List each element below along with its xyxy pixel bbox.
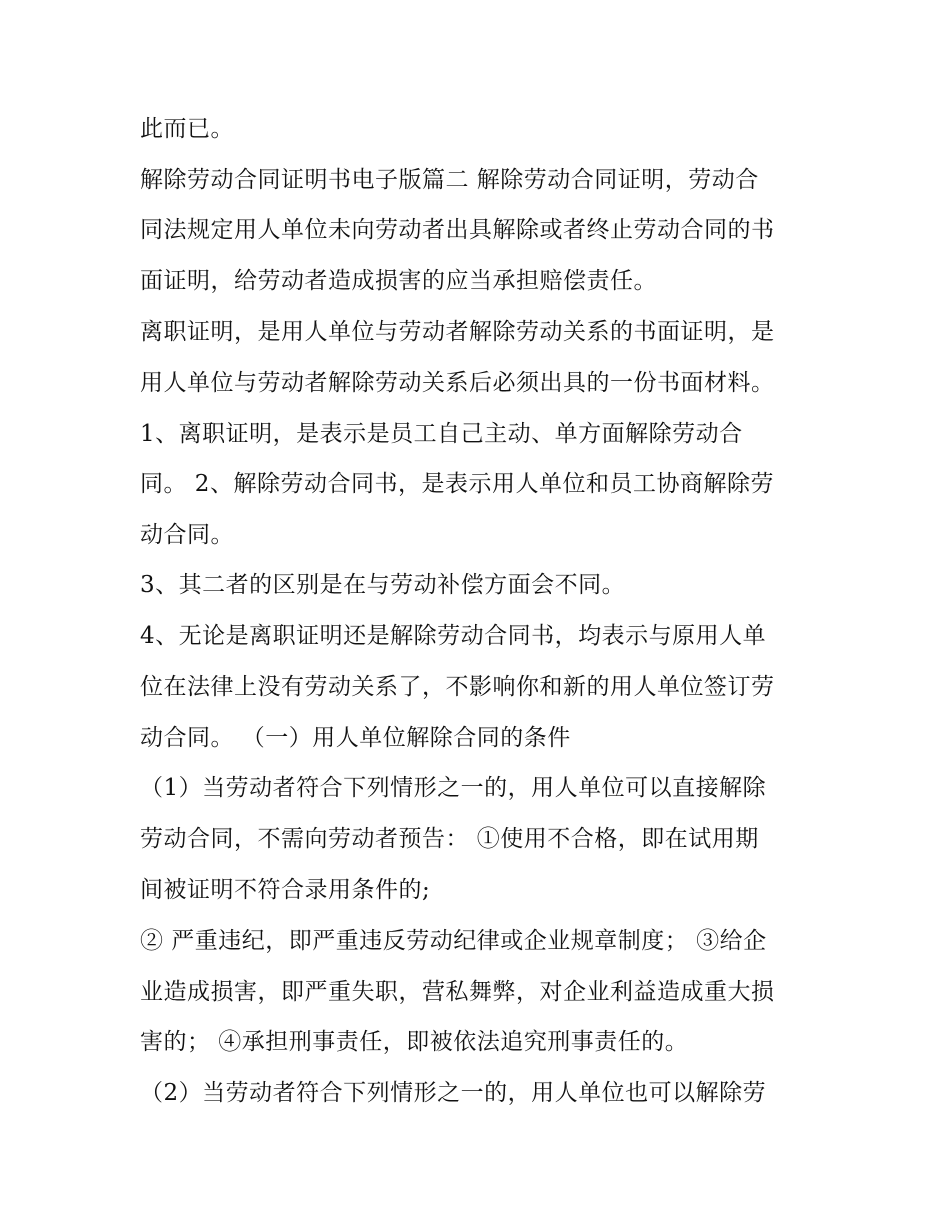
text-line: ② 严重违纪，即严重违反劳动纪律或企业规章制度； ③给企	[140, 928, 767, 954]
text-line: 间被证明不符合录用条件的;	[140, 877, 431, 903]
text-line: 离职证明，是用人单位与劳动者解除劳动关系的书面证明，是	[140, 319, 775, 345]
text-line: 1、离职证明，是表示是员工自己主动、单方面解除劳动合	[140, 421, 743, 447]
text-line: 面证明，给劳动者造成损害的应当承担赔偿责任。	[140, 268, 657, 294]
text-line: 动合同。	[140, 522, 234, 548]
text-line: 解除劳动合同证明书电子版篇二 解除劳动合同证明，劳动合	[140, 167, 759, 193]
text-line: （2）当劳动者符合下列情形之一的，用人单位也可以解除劳	[140, 1080, 767, 1106]
text-line: 此而已。	[140, 116, 234, 142]
text-line: 劳动合同，不需向劳动者预告： ①使用不合格，即在试用期	[140, 826, 759, 852]
text-line: 4、无论是离职证明还是解除劳动合同书，均表示与原用人单	[140, 623, 767, 649]
text-line: 业造成损害，即严重失职，营私舞弊，对企业利益造成重大损	[140, 979, 775, 1005]
text-line: 同法规定用人单位未向劳动者出具解除或者终止劳动合同的书	[140, 217, 775, 243]
text-line: 同。 2、解除劳动合同书，是表示用人单位和员工协商解除劳	[140, 471, 774, 497]
text-line: 位在法律上没有劳动关系了，不影响你和新的用人单位签订劳	[140, 674, 775, 700]
text-line: 用人单位与劳动者解除劳动关系后必须出具的一份书面材料。	[140, 370, 775, 396]
text-line: （1）当劳动者符合下列情形之一的，用人单位可以直接解除	[140, 775, 767, 801]
text-line: 动合同。 （一）用人单位解除合同的条件	[140, 725, 571, 751]
text-line: 害的； ④承担刑事责任，即被依法追究刑事责任的。	[140, 1029, 689, 1055]
text-line: 3、其二者的区别是在与劳动补偿方面会不同。	[140, 572, 626, 598]
